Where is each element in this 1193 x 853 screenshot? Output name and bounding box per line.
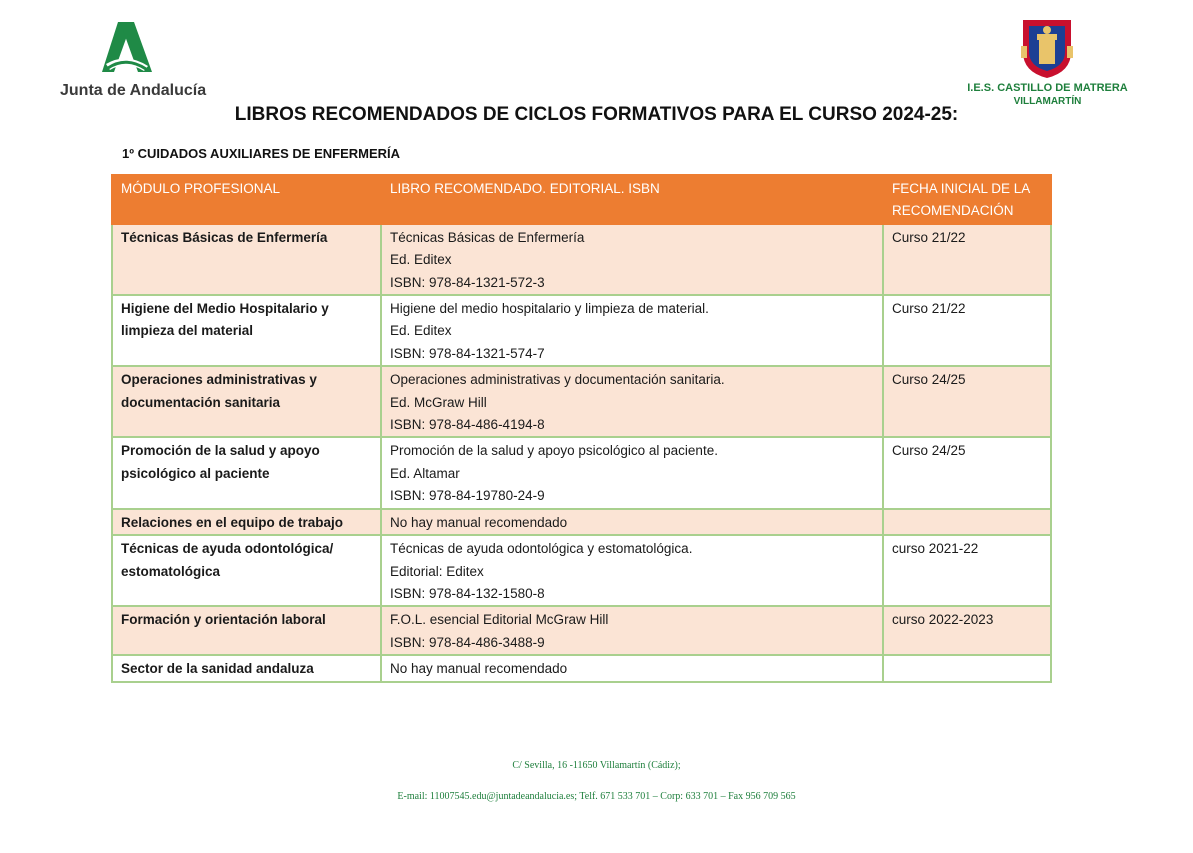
books-table [111,174,1052,683]
cell-modulo [112,295,381,366]
header-libro: LIBRO RECOMENDADO. EDITORIAL. ISBN [381,175,883,224]
libro-line: ISBN: 978-84-132-1580-8 [390,585,545,601]
cell-modulo [112,606,381,655]
cell-modulo [112,655,381,681]
modulo-line: Higiene del Medio Hospitalario y [121,301,329,317]
modulo-line: Relaciones en el equipo de trabajo [121,514,344,530]
junta-andalucia-logo [58,16,208,106]
document-title: LIBROS RECOMENDADOS DE CICLOS FORMATIVOS PARA EL CURSO 2024-25: [234,104,959,125]
ies-castillo-matrera-logo [960,14,1135,114]
header-fecha: FECHA INICIAL DE LA RECOMENDACIÓN [883,175,1051,224]
left-logo-text: Junta de Andalucía [60,82,207,99]
cell-libro [381,655,883,681]
modulo-line: Técnicas de ayuda odontológica/ [121,541,334,557]
cell-libro [381,535,883,606]
table-row [112,606,1051,655]
modulo-line: Sector de la sanidad andaluza [121,661,314,677]
libro-line: Ed. McGraw Hill [390,394,487,410]
school-crest-icon [1017,16,1077,80]
libro-line: ISBN: 978-84-19780-24-9 [390,488,545,504]
table-header-row [112,175,1051,224]
cell-libro [381,509,883,535]
libro-line: No hay manual recomendado [390,514,568,530]
modulo-line: Formación y orientación laboral [121,612,326,628]
libro-line: Ed. Altamar [390,465,460,481]
table-row [112,535,1051,606]
header-modulo: MÓDULO PROFESIONAL [112,175,381,224]
modulo-line: documentación sanitaria [121,394,281,410]
modulo-line: Técnicas Básicas de Enfermería [121,229,328,245]
libro-line: No hay manual recomendado [390,661,568,677]
libro-line: Higiene del medio hospitalario y limpieza de material. [390,301,709,317]
cell-fecha: Curso 21/22 [883,224,1051,295]
libro-line: ISBN: 978-84-1321-572-3 [390,274,545,290]
cell-fecha: Curso 21/22 [883,295,1051,366]
cell-fecha [883,655,1051,681]
cell-libro [381,606,883,655]
cell-fecha: Curso 24/25 [883,366,1051,437]
modulo-line: limpieza del material [121,323,254,339]
libro-line: ISBN: 978-84-486-3488-9 [390,634,545,650]
modulo-line: psicológico al paciente [121,465,270,481]
table-row [112,224,1051,295]
cell-modulo [112,535,381,606]
footer-contact: E-mail: 11007545.edu@juntadeandalucia.es; Telf. 671 533 701 – Corp: 633 701 – Fax 956 709 565 [397,791,796,802]
right-logo-line1: I.E.S. CASTILLO DE MATRERA [967,82,1128,94]
libro-line: ISBN: 978-84-486-4194-8 [390,417,545,433]
cell-libro [381,366,883,437]
libro-line: Editorial: Editex [390,563,484,579]
cell-fecha [883,509,1051,535]
modulo-line: estomatológica [121,563,221,579]
libro-line: F.O.L. esencial Editorial McGraw Hill [390,612,609,628]
junta-andalucia-emblem-icon [94,16,158,78]
table-row [112,437,1051,508]
cell-fecha: curso 2022-2023 [883,606,1051,655]
libro-line: ISBN: 978-84-1321-574-7 [390,345,545,361]
libro-line: Promoción de la salud y apoyo psicológico al paciente. [390,443,718,459]
table-row [112,295,1051,366]
cell-modulo [112,437,381,508]
cell-modulo [112,509,381,535]
right-logo-line2: VILLAMARTÍN [1013,96,1082,107]
cell-libro [381,295,883,366]
cell-libro [381,224,883,295]
table-row [112,509,1051,535]
libro-line: Técnicas Básicas de Enfermería [390,229,585,245]
footer-address: C/ Sevilla, 16 -11650 Villamartín (Cádiz); [512,760,681,771]
libro-line: Operaciones administrativas y documentación sanitaria. [390,372,725,388]
cell-modulo [112,366,381,437]
table-row [112,655,1051,681]
cell-libro [381,437,883,508]
modulo-line: Promoción de la salud y apoyo [121,443,320,459]
cell-modulo [112,224,381,295]
cell-fecha: Curso 24/25 [883,437,1051,508]
modulo-line: Operaciones administrativas y [121,372,317,388]
libro-line: Ed. Editex [390,323,452,339]
section-heading: 1º CUIDADOS AUXILIARES DE ENFERMERÍA [122,146,401,161]
table-row [112,366,1051,437]
cell-fecha: curso 2021-22 [883,535,1051,606]
libro-line: Ed. Editex [390,252,452,268]
libro-line: Técnicas de ayuda odontológica y estomatológica. [390,541,693,557]
